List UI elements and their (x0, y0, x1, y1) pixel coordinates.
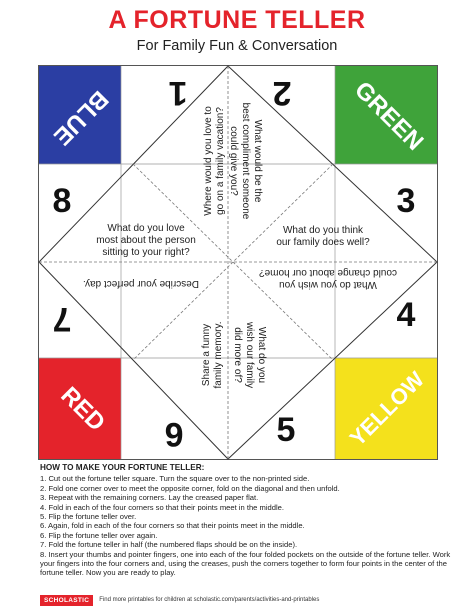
instruction-step: 8. Insert your thumbs and pointer fingers, one into each of the four folded pockets on the outside of the fortune teller. Work your fingers into the four corners and, using the creases, push the corners together to form four points in the center of the fortune teller. Now you are ready to play. (40, 549, 451, 578)
question-5 (232, 321, 267, 388)
question-3 (276, 225, 370, 248)
instruction-step: 3. Repeat with the remaining corners. Lay the creased paper flat. (40, 493, 259, 503)
instruction-step: 5. Flip the fortune teller over. (40, 512, 137, 522)
question-5-line-3: did more of? (232, 327, 243, 383)
question-4-line-2: could change about our home? (259, 267, 397, 278)
question-4-line-1: What do you wish you (279, 279, 377, 290)
question-2-line-1: What would be the (252, 119, 263, 203)
number-8: 8 (52, 181, 72, 220)
question-6-line-1: Share a funny (201, 323, 212, 387)
question-8-line-2: most about the person (96, 235, 196, 246)
svg-text:What do you lovemost about the (96, 223, 196, 258)
fortune-teller-square (38, 65, 438, 460)
number-3: 3 (396, 181, 416, 220)
footer (40, 594, 460, 606)
svg-text:Where would you love togo on a (203, 106, 226, 216)
instructions-list (40, 474, 460, 577)
question-3-line-1: What do you think (282, 225, 364, 236)
instruction-step: 4. Fold in each of the four corners so that their points meet in the middle. (40, 502, 284, 512)
number-7: 7 (52, 300, 72, 339)
question-1-line-1: Where would you love to (203, 106, 214, 216)
number-2: 2 (272, 74, 292, 113)
question-6-line-2: family memory. (213, 321, 224, 389)
page-title: A FORTUNE TELLER (108, 6, 366, 34)
question-4 (259, 267, 397, 290)
question-5-line-1: What do you (256, 326, 267, 384)
question-2-line-3: could give you? (228, 126, 239, 196)
question-3-line-2: our family does well? (276, 237, 370, 248)
instruction-step: 1. Cut out the fortune teller square. Turn the square over to the non-printed side. (40, 474, 310, 484)
question-8 (96, 223, 196, 258)
instruction-step: 2. Fold one corner over to meet the opposite corner, fold on the diagonal and then unfold. (40, 483, 340, 493)
number-4: 4 (396, 295, 416, 334)
page-subtitle: For Family Fun & Conversation (136, 38, 338, 54)
instructions-heading: HOW TO MAKE YOUR FORTUNE TELLER: (40, 463, 205, 472)
svg-text:What do you wish youcould chan (259, 267, 397, 290)
question-1 (203, 106, 226, 216)
question-2-line-2: best compliment someone (240, 102, 251, 220)
number-5: 5 (276, 410, 296, 449)
number-1: 1 (168, 74, 188, 113)
scholastic-logo[interactable]: SCHOLASTIC (40, 595, 93, 606)
corner-label-blue: BLUE (48, 85, 114, 151)
question-7 (83, 278, 199, 289)
instruction-step: 6. Flip the fortune teller over again. (40, 530, 158, 540)
corner-label-red: RED (55, 381, 111, 437)
footer-text[interactable]: Find more printables for children at scholastic.com/parents/activities-and-printables (99, 597, 320, 603)
svg-text:What do youwish our familydid (232, 321, 267, 388)
instruction-step: 6. Again, fold in each of the four corners so that their points meet in the middle. (40, 521, 305, 531)
question-7-line-1: Describe your perfect day. (83, 278, 199, 289)
corner-label-green: GREEN (349, 76, 429, 156)
question-8-line-3: sitting to your right? (102, 247, 190, 258)
question-5-line-2: wish our family (244, 321, 255, 389)
question-6 (201, 321, 224, 388)
corner-label-yellow: YELLOW (344, 366, 429, 451)
svg-text:Describe your perfect day. (83, 278, 199, 289)
question-1-line-2: go on a family vacation? (215, 107, 226, 215)
instruction-step: 7. Fold the fortune teller in half (the numbered flaps should be on the inside). (40, 540, 298, 550)
question-8-line-1: What do you love (107, 223, 185, 234)
svg-text:What do you thinkour family do (276, 225, 370, 248)
number-6: 6 (164, 415, 184, 454)
instructions (40, 463, 460, 578)
svg-text:Share a funnyfamily memory. (201, 321, 224, 388)
